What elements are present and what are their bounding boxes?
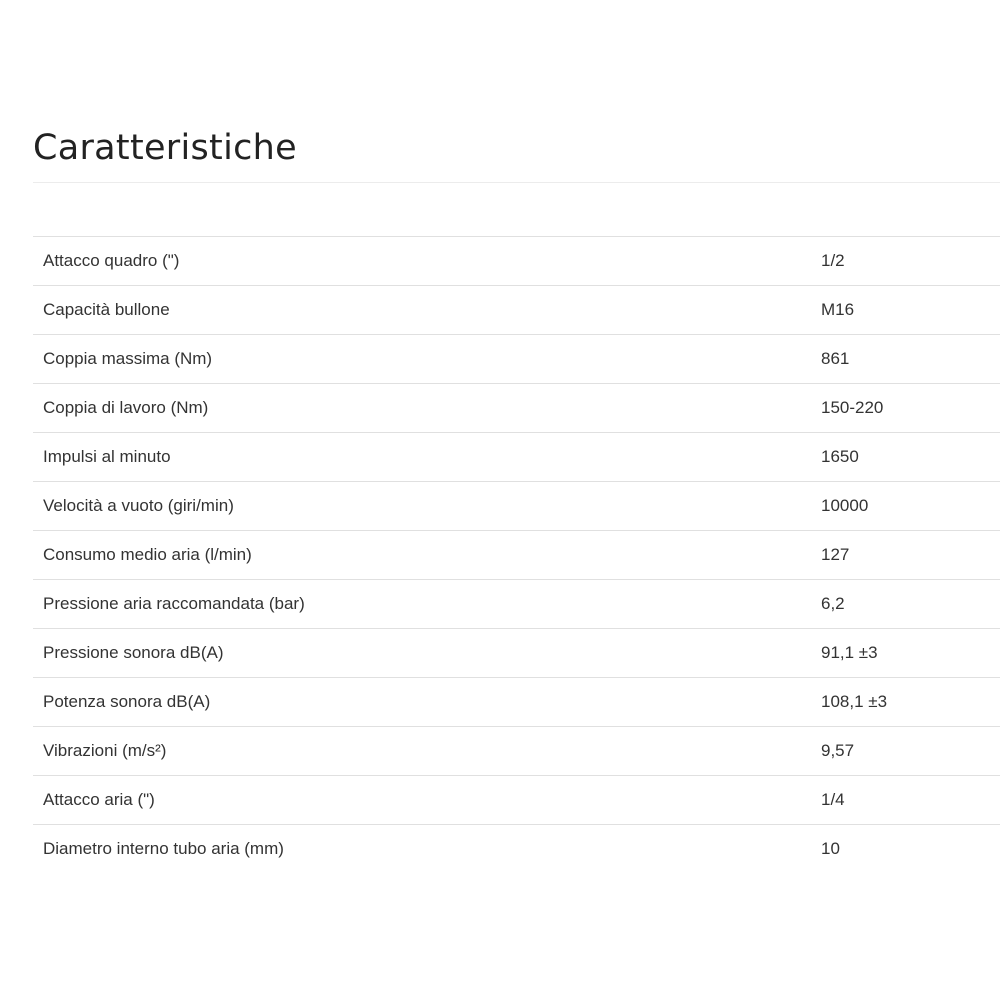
table-row [33, 678, 1000, 727]
spec-label: Vibrazioni (m/s²) [43, 741, 167, 760]
spec-value: 127 [821, 545, 850, 564]
spec-label: Coppia massima (Nm) [43, 349, 213, 368]
spec-value: 1/2 [821, 251, 845, 270]
spec-value: 1650 [821, 447, 859, 466]
spec-label: Velocità a vuoto (giri/min) [43, 496, 234, 515]
table-row [33, 531, 1000, 580]
table-row [33, 825, 1000, 873]
table-row [33, 335, 1000, 384]
spec-value: 9,57 [821, 741, 855, 760]
section-title: Caratteristiche [33, 128, 297, 168]
table-row [33, 482, 1000, 531]
specifications-table [33, 236, 1000, 873]
table-row [33, 776, 1000, 825]
spec-value: 91,1 ±3 [821, 643, 878, 662]
spec-value: 10000 [821, 496, 869, 515]
spec-value: 10 [821, 839, 840, 858]
spec-label: Pressione sonora dB(A) [43, 643, 224, 662]
table-row [33, 433, 1000, 482]
table-row [33, 580, 1000, 629]
spec-label: Pressione aria raccomandata (bar) [43, 594, 305, 613]
spec-label: Attacco aria (") [43, 790, 155, 809]
table-row [33, 384, 1000, 433]
spec-value: 1/4 [821, 790, 845, 809]
table-row [33, 629, 1000, 678]
spec-value: M16 [821, 300, 855, 319]
spec-label: Impulsi al minuto [43, 447, 171, 466]
table-row [33, 286, 1000, 335]
spec-value: 150-220 [821, 398, 884, 417]
spec-value: 6,2 [821, 594, 845, 613]
spec-label: Attacco quadro (") [43, 251, 180, 270]
title-divider [33, 182, 1000, 183]
spec-label: Capacità bullone [43, 300, 170, 319]
spec-label: Coppia di lavoro (Nm) [43, 398, 209, 417]
table-row [33, 727, 1000, 776]
spec-label: Potenza sonora dB(A) [43, 692, 211, 711]
spec-value: 861 [821, 349, 850, 368]
table-row [33, 237, 1000, 286]
spec-label: Diametro interno tubo aria (mm) [43, 839, 284, 858]
spec-label: Consumo medio aria (l/min) [43, 545, 252, 564]
spec-value: 108,1 ±3 [821, 692, 888, 711]
